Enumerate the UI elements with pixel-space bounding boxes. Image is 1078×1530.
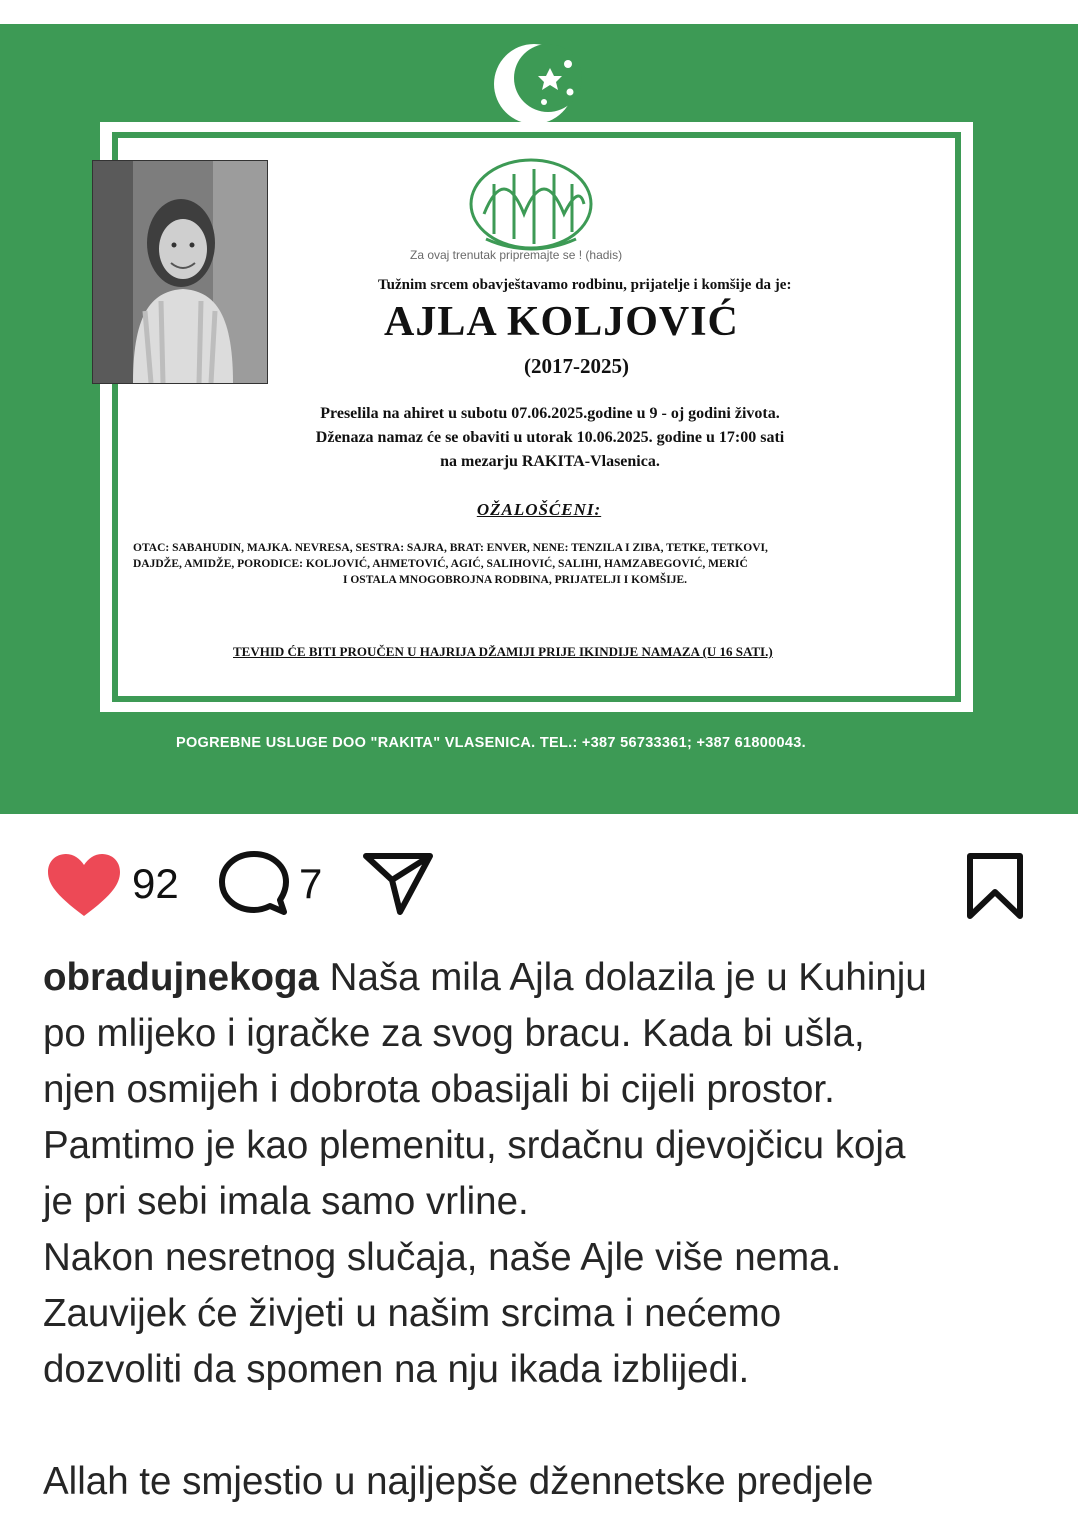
- bookmark-icon[interactable]: [964, 852, 1026, 920]
- family-line: I OSTALA MNOGOBROJNA RODBINA, PRIJATELJI I KOMŠIJE.: [343, 574, 687, 586]
- death-line: Preselila na ahiret u subotu 07.06.2025.godine u 9 - oj godini života.: [320, 405, 780, 422]
- mourners-heading: OŽALOŠĆENI:: [476, 500, 602, 519]
- caption-line: je pri sebi imala samo vrline.: [43, 1180, 529, 1223]
- caption-line: Allah te smjestio u najljepše džennetske predjele: [43, 1460, 874, 1503]
- caption-line: dozvoliti da spomen na nju ikada izblijedi.: [43, 1348, 750, 1391]
- family-line: DAJDŽE, AMIDŽE, PORODICE: KOLJOVIĆ, AHMETOVIĆ, AGIĆ, SALIHOVIĆ, SALIHI, HAMZABEGOVIĆ, MERIĆ: [133, 558, 748, 570]
- caption-line: Zauvijek će živjeti u našim srcima i nećemo: [43, 1292, 782, 1335]
- family-list: [133, 540, 953, 588]
- caption-line: Nakon nesretnog slučaja, naše Ajle više nema.: [43, 1236, 842, 1279]
- tevhid-text: TEVHID ĆE BITI PROUČEN U HAJRIJA DŽAMIJI PRIJE IKINDIJE NAMAZA (U 16 SATI.): [233, 644, 773, 659]
- caption-line: njen osmijeh i dobrota obasijali bi cijeli prostor.: [43, 1068, 835, 1111]
- heart-icon[interactable]: [46, 852, 122, 918]
- post-image[interactable]: [0, 24, 1078, 814]
- death-line: na mezarju RAKITA-Vlasenica.: [440, 453, 660, 470]
- life-years: (2017-2025): [524, 354, 629, 378]
- announcement-text: Tužnim srcem obavještavamo rodbinu, prijatelje i komšije da je:: [378, 277, 792, 293]
- death-info: [200, 402, 900, 474]
- comment-count[interactable]: 7: [299, 860, 323, 907]
- caption-line: po mlijeko i igračke za svog bracu. Kada bi ušla,: [43, 1012, 865, 1055]
- calligraphy-icon: [464, 144, 598, 262]
- family-line: OTAC: SABAHUDIN, MAJKA. NEVRESA, SESTRA: SAJRA, BRAT: ENVER, NENE: TENZILA I ZIBA, TETKE, TETKOVI,: [133, 542, 768, 554]
- death-line: Dženaza namaz će se obaviti u utorak 10.06.2025. godine u 17:00 sati: [315, 429, 785, 446]
- portrait-photo: [92, 160, 268, 384]
- caption-line: Naša mila Ajla dolazila je u Kuhinju: [318, 956, 927, 999]
- username-link[interactable]: obradujnekoga: [43, 956, 319, 999]
- hadith-text: Za ovaj trenutak pripremajte se ! (hadis): [410, 248, 623, 262]
- comment-icon[interactable]: [218, 850, 290, 922]
- share-icon[interactable]: [362, 850, 434, 916]
- deceased-name: AJLA KOLJOVIĆ: [384, 299, 739, 345]
- caption-line: Pamtimo je kao plemenitu, srdačnu djevojčicu koja: [43, 1124, 906, 1167]
- post-caption: [43, 950, 1053, 1510]
- like-count[interactable]: 92: [132, 860, 179, 907]
- funeral-service-info: POGREBNE USLUGE DOO "RAKITA" VLASENICA. TEL.: +387 56733361; +387 61800043.: [176, 735, 806, 751]
